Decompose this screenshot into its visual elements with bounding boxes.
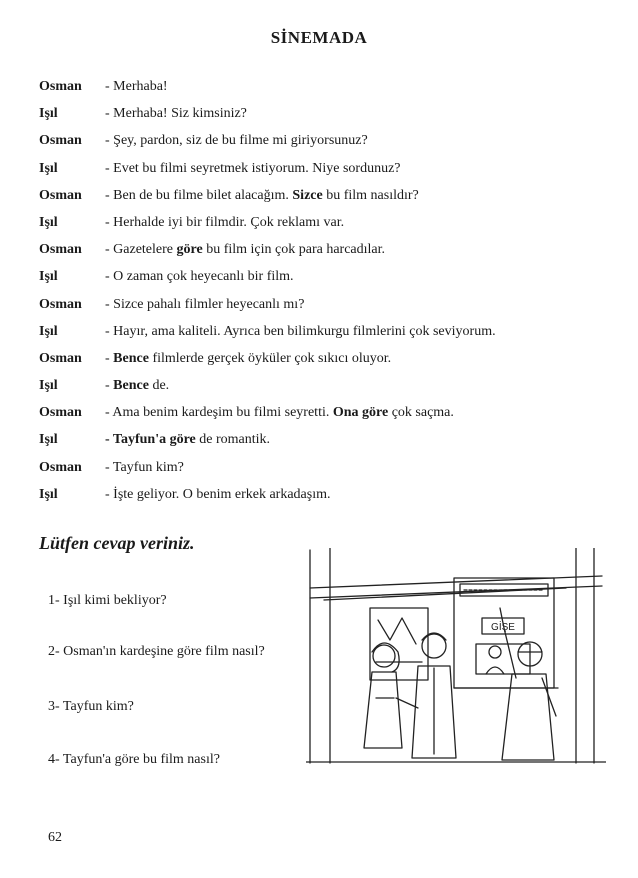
- speech-part: - Ama benim kardeşim bu filmi seyretti.: [105, 405, 333, 421]
- dialog: [39, 78, 619, 513]
- speaker-name: Işıl: [39, 269, 58, 285]
- dialog-line: [39, 486, 619, 513]
- speech-part: - Merhaba! Siz kimsiniz?: [105, 106, 247, 122]
- dialog-line: [39, 459, 619, 486]
- speech-part: filmlerde gerçek öyküler çok sıkıcı oluyor.: [148, 350, 392, 366]
- speech-text: [105, 214, 344, 232]
- speech-part: - Şey, pardon, siz de bu filme mi giriyorsunuz?: [105, 133, 368, 149]
- speaker-name: Işıl: [39, 486, 58, 502]
- speech-part: - İşte geliyor. O benim erkek arkadaşım.: [105, 486, 331, 502]
- speaker-name: Osman: [39, 350, 82, 366]
- speaker-name: Işıl: [39, 378, 58, 394]
- speech-part-bold: Bence: [113, 350, 149, 366]
- dialog-line: [39, 187, 619, 214]
- speaker-name: Osman: [39, 405, 82, 421]
- speech-text: [105, 459, 184, 477]
- speaker-name: Işıl: [39, 214, 58, 230]
- speech-part: -: [105, 378, 114, 394]
- speaker-name: Işıl: [39, 432, 58, 448]
- speech-part-bold: Sizce: [292, 187, 323, 203]
- dialog-line: [39, 214, 619, 241]
- question-2: 2- Osman'ın kardeşine göre film nasıl?: [48, 644, 265, 659]
- section-title: Lütfen cevap veriniz.: [39, 533, 195, 553]
- speech-part: - Sizce pahalı filmler heyecanlı mı?: [105, 296, 305, 312]
- speech-part-bold: a göre: [159, 432, 196, 448]
- speech-part: - Hayır, ama kaliteli. Ayrıca ben bilimkurgu filmlerini çok seviyorum.: [105, 323, 496, 339]
- speaker-name: Osman: [39, 79, 82, 94]
- speech-part: - Herhalde iyi bir filmdir. Çok reklamı var.: [105, 214, 345, 230]
- speaker-name: Işıl: [39, 160, 58, 176]
- speech-part: -: [105, 350, 114, 366]
- dialog-line: [39, 296, 619, 323]
- dialog-line: [39, 241, 619, 268]
- ticket-booth: [454, 578, 554, 688]
- question-1: 1- Işıl kimi bekliyor?: [48, 593, 167, 608]
- speech-part: - Merhaba!: [105, 79, 168, 94]
- dialog-line: [39, 377, 619, 404]
- dialog-line: [39, 431, 619, 458]
- speaker-name: Osman: [39, 296, 82, 312]
- speech-part: de romantik.: [195, 432, 271, 448]
- speech-part-bold: Bence: [113, 378, 149, 394]
- speaker-name: Osman: [39, 242, 82, 258]
- speech-text: [105, 323, 496, 341]
- speaker-name: Osman: [39, 133, 82, 149]
- speaker-name: Işıl: [39, 106, 58, 122]
- speech-text: [105, 187, 419, 205]
- speech-part: - Gazetelere: [105, 242, 177, 258]
- cinema-illustration: [306, 548, 606, 768]
- speech-part: - Ben de bu filme bilet alacağım.: [105, 187, 293, 203]
- page-title: SİNEMADA: [270, 28, 368, 47]
- speech-part: - O zaman çok heyecanlı bir film.: [105, 269, 294, 285]
- dialog-line: [39, 404, 619, 431]
- dialog-line: [39, 350, 619, 377]
- speech-text: [105, 486, 330, 504]
- speech-part: - Tayfun kim?: [105, 459, 184, 475]
- man-head: [422, 634, 446, 658]
- speech-text: [105, 296, 304, 314]
- speech-text: [105, 160, 401, 178]
- dialog-line: [39, 268, 619, 295]
- speech-part: de.: [148, 378, 170, 394]
- gise-sign-text: GİŞE: [491, 622, 515, 633]
- speech-part: - Evet bu filmi seyretmek istiyorum. Niye sordunuz?: [105, 160, 401, 176]
- speech-part-bold: göre: [176, 242, 203, 258]
- dialog-line: [39, 105, 619, 132]
- speech-text: [105, 377, 169, 395]
- dialog-line: [39, 132, 619, 159]
- speech-text: [105, 431, 270, 449]
- speaker-name: Işıl: [39, 323, 58, 339]
- dialog-line: [39, 78, 619, 105]
- poster-art: [378, 618, 416, 644]
- speech-text: [105, 268, 294, 286]
- speech-text: [105, 350, 391, 368]
- speech-part-bold: Ona göre: [332, 405, 389, 421]
- tayfun-body: [502, 674, 554, 760]
- speech-text: [105, 132, 368, 150]
- woman-body: [364, 672, 402, 748]
- speaker-name: Osman: [39, 459, 82, 475]
- clerk-body: [486, 667, 504, 674]
- page-number: 62: [48, 830, 62, 845]
- movie-poster: [370, 608, 428, 680]
- dialog-line: [39, 323, 619, 350]
- speech-part-bold: - Tayfun': [105, 432, 160, 448]
- question-3: 3- Tayfun kim?: [48, 699, 134, 714]
- speech-part: çok saçma.: [388, 405, 454, 421]
- woman-head: [373, 645, 395, 667]
- speech-part: bu film için çok para harcadılar.: [202, 242, 386, 258]
- dialog-line: [39, 160, 619, 187]
- speech-text: [105, 105, 247, 123]
- question-4: 4- Tayfun'a göre bu film nasıl?: [48, 752, 220, 767]
- speech-part: bu film nasıldır?: [322, 187, 419, 203]
- speech-text: [105, 241, 385, 259]
- speaker-name: Osman: [39, 187, 82, 203]
- speech-text: [105, 404, 454, 422]
- booth-window: [476, 644, 530, 674]
- clerk-head: [489, 646, 501, 658]
- speech-text: [105, 78, 168, 96]
